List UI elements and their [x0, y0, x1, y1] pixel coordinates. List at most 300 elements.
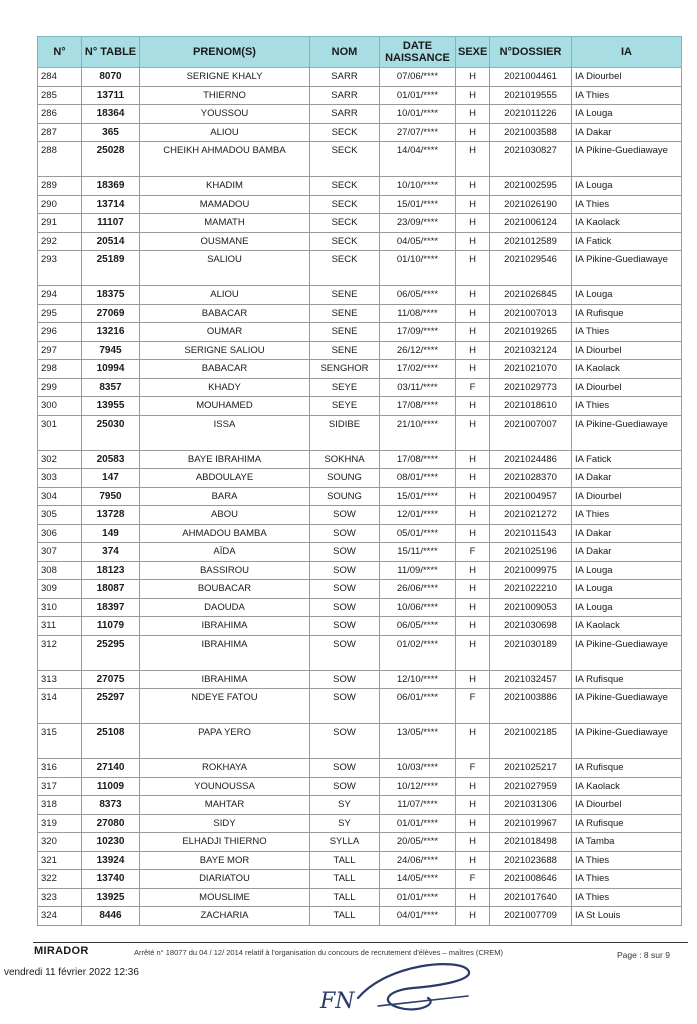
row-number: 316 [38, 759, 82, 778]
header-dossier: N°DOSSIER [490, 37, 572, 68]
row-sexe: H [456, 68, 490, 87]
table-row [38, 397, 682, 416]
row-number: 296 [38, 323, 82, 342]
signature-initials: FN [320, 989, 355, 1014]
row-dossier: 2021004957 [490, 487, 572, 506]
header-prenom: PRENOM(S) [140, 37, 310, 68]
row-number: 298 [38, 360, 82, 379]
row-prenom: SERIGNE KHALY [140, 68, 310, 87]
row-dossier: 2021031306 [490, 796, 572, 815]
row-ia: IA Louga [572, 580, 682, 599]
row-table-number: 7945 [82, 341, 140, 360]
row-table-number: 13924 [82, 851, 140, 870]
row-ia: IA Fatick [572, 232, 682, 251]
row-sexe: H [456, 251, 490, 286]
row-sexe: H [456, 598, 490, 617]
row-ia: IA Diourbel [572, 341, 682, 360]
row-birth-date: 12/10/**** [380, 670, 456, 689]
row-number: 305 [38, 506, 82, 525]
header-date-line2: NAISSANCE [385, 52, 450, 64]
table-row [38, 724, 682, 759]
row-table-number: 25295 [82, 635, 140, 670]
row-dossier: 2021025217 [490, 759, 572, 778]
row-ia: IA Dakar [572, 543, 682, 562]
row-prenom: IBRAHIMA [140, 670, 310, 689]
row-birth-date: 01/02/**** [380, 635, 456, 670]
row-table-number: 10230 [82, 833, 140, 852]
row-dossier: 2021029773 [490, 378, 572, 397]
row-table-number: 13955 [82, 397, 140, 416]
row-table-number: 13714 [82, 195, 140, 214]
row-dossier: 2021030827 [490, 142, 572, 177]
row-dossier: 2021007007 [490, 415, 572, 450]
row-prenom: PAPA YERO [140, 724, 310, 759]
row-table-number: 147 [82, 469, 140, 488]
row-birth-date: 10/03/**** [380, 759, 456, 778]
row-birth-date: 01/10/**** [380, 251, 456, 286]
signature-underline [378, 996, 468, 1006]
row-dossier: 2021026845 [490, 286, 572, 305]
row-sexe: H [456, 561, 490, 580]
row-table-number: 11009 [82, 777, 140, 796]
header-date-line1: DATE [402, 40, 433, 52]
row-dossier: 2021027959 [490, 777, 572, 796]
row-table-number: 27080 [82, 814, 140, 833]
row-birth-date: 17/08/**** [380, 397, 456, 416]
row-nom: SECK [310, 214, 380, 233]
row-prenom: BASSIROU [140, 561, 310, 580]
row-dossier: 2021011226 [490, 105, 572, 124]
table-row [38, 487, 682, 506]
row-birth-date: 14/04/**** [380, 142, 456, 177]
row-number: 312 [38, 635, 82, 670]
table-row [38, 195, 682, 214]
row-ia: IA Pikine-Guediawaye [572, 689, 682, 724]
row-birth-date: 21/10/**** [380, 415, 456, 450]
row-sexe: H [456, 814, 490, 833]
row-prenom: BOUBACAR [140, 580, 310, 599]
row-table-number: 149 [82, 524, 140, 543]
row-birth-date: 11/08/**** [380, 304, 456, 323]
row-dossier: 2021009975 [490, 561, 572, 580]
row-number: 323 [38, 888, 82, 907]
row-dossier: 2021030189 [490, 635, 572, 670]
row-ia: IA Dakar [572, 524, 682, 543]
table-row [38, 142, 682, 177]
row-number: 297 [38, 341, 82, 360]
row-dossier: 2021021070 [490, 360, 572, 379]
row-nom: SIDIBE [310, 415, 380, 450]
row-prenom: ROKHAYA [140, 759, 310, 778]
row-prenom: BABACAR [140, 360, 310, 379]
table-row [38, 580, 682, 599]
table-row [38, 123, 682, 142]
row-sexe: H [456, 724, 490, 759]
row-nom: SOW [310, 598, 380, 617]
table-body [38, 68, 682, 926]
table-row [38, 833, 682, 852]
row-ia: IA Pikine-Guediawaye [572, 142, 682, 177]
print-date: vendredi 11 février 2022 12:36 [4, 967, 139, 978]
row-sexe: F [456, 378, 490, 397]
row-sexe: H [456, 851, 490, 870]
row-sexe: F [456, 543, 490, 562]
table-row [38, 543, 682, 562]
row-prenom: IBRAHIMA [140, 617, 310, 636]
row-sexe: H [456, 323, 490, 342]
header-num: N° [38, 37, 82, 68]
row-table-number: 11079 [82, 617, 140, 636]
row-birth-date: 14/05/**** [380, 870, 456, 889]
row-nom: SOW [310, 689, 380, 724]
row-dossier: 2021011543 [490, 524, 572, 543]
table-row [38, 524, 682, 543]
row-prenom: MAHTAR [140, 796, 310, 815]
row-table-number: 18375 [82, 286, 140, 305]
row-table-number: 7950 [82, 487, 140, 506]
row-nom: SOW [310, 724, 380, 759]
row-nom: SOW [310, 670, 380, 689]
row-nom: SARR [310, 68, 380, 87]
row-number: 315 [38, 724, 82, 759]
row-nom: SEYE [310, 397, 380, 416]
row-birth-date: 06/01/**** [380, 689, 456, 724]
row-dossier: 2021022210 [490, 580, 572, 599]
table-row [38, 796, 682, 815]
row-nom: SEYE [310, 378, 380, 397]
row-birth-date: 07/06/**** [380, 68, 456, 87]
row-nom: SOW [310, 524, 380, 543]
row-birth-date: 06/05/**** [380, 617, 456, 636]
row-ia: IA Kaolack [572, 777, 682, 796]
row-number: 308 [38, 561, 82, 580]
row-ia: IA Louga [572, 177, 682, 196]
row-prenom: MOUSLIME [140, 888, 310, 907]
row-nom: SOKHNA [310, 450, 380, 469]
row-number: 288 [38, 142, 82, 177]
row-prenom: ALIOU [140, 123, 310, 142]
row-table-number: 8373 [82, 796, 140, 815]
table-row [38, 251, 682, 286]
row-ia: IA Thies [572, 888, 682, 907]
row-nom: SENGHOR [310, 360, 380, 379]
row-dossier: 2021019555 [490, 86, 572, 105]
row-birth-date: 23/09/**** [380, 214, 456, 233]
candidates-table [37, 36, 682, 926]
footer-decree: Arrêté n° 18077 du 04 / 12/ 2014 relatif à l'organisation du concours de recrutement d'élèves – maîtres (CREM) [134, 948, 503, 957]
row-ia: IA Kaolack [572, 360, 682, 379]
row-number: 319 [38, 814, 82, 833]
row-table-number: 27075 [82, 670, 140, 689]
row-number: 310 [38, 598, 82, 617]
row-sexe: H [456, 833, 490, 852]
row-sexe: F [456, 689, 490, 724]
row-birth-date: 05/01/**** [380, 524, 456, 543]
row-sexe: H [456, 450, 490, 469]
row-prenom: CHEIKH AHMADOU BAMBA [140, 142, 310, 177]
table-row [38, 689, 682, 724]
row-ia: IA Rufisque [572, 304, 682, 323]
row-ia: IA Dakar [572, 469, 682, 488]
row-ia: IA Kaolack [572, 214, 682, 233]
row-dossier: 2021003588 [490, 123, 572, 142]
table-row [38, 341, 682, 360]
row-ia: IA Rufisque [572, 814, 682, 833]
row-number: 303 [38, 469, 82, 488]
row-sexe: H [456, 232, 490, 251]
row-dossier: 2021002595 [490, 177, 572, 196]
row-table-number: 18397 [82, 598, 140, 617]
row-birth-date: 06/05/**** [380, 286, 456, 305]
row-birth-date: 10/06/**** [380, 598, 456, 617]
row-birth-date: 01/01/**** [380, 814, 456, 833]
row-nom: SENE [310, 304, 380, 323]
table-row [38, 378, 682, 397]
row-sexe: H [456, 214, 490, 233]
header-ia: IA [572, 37, 682, 68]
row-prenom: SALIOU [140, 251, 310, 286]
row-table-number: 365 [82, 123, 140, 142]
row-dossier: 2021028370 [490, 469, 572, 488]
row-nom: SOW [310, 635, 380, 670]
row-number: 286 [38, 105, 82, 124]
row-number: 287 [38, 123, 82, 142]
signature-icon [318, 958, 488, 1022]
row-dossier: 2021032124 [490, 341, 572, 360]
row-nom: SOW [310, 561, 380, 580]
row-table-number: 8446 [82, 907, 140, 926]
row-prenom: BAYE MOR [140, 851, 310, 870]
row-nom: SOW [310, 759, 380, 778]
row-number: 317 [38, 777, 82, 796]
row-number: 313 [38, 670, 82, 689]
row-sexe: H [456, 796, 490, 815]
row-nom: SOW [310, 543, 380, 562]
row-ia: IA Kaolack [572, 617, 682, 636]
row-table-number: 25297 [82, 689, 140, 724]
table-row [38, 598, 682, 617]
row-prenom: ISSA [140, 415, 310, 450]
page-number: Page : 8 sur 9 [617, 950, 670, 960]
row-sexe: H [456, 888, 490, 907]
row-ia: IA Fatick [572, 450, 682, 469]
row-number: 294 [38, 286, 82, 305]
row-prenom: DIARIATOU [140, 870, 310, 889]
row-table-number: 13740 [82, 870, 140, 889]
row-ia: IA Thies [572, 506, 682, 525]
row-nom: SECK [310, 232, 380, 251]
row-table-number: 25189 [82, 251, 140, 286]
row-dossier: 2021018498 [490, 833, 572, 852]
row-dossier: 2021017640 [490, 888, 572, 907]
row-prenom: THIERNO [140, 86, 310, 105]
table-row [38, 323, 682, 342]
row-number: 300 [38, 397, 82, 416]
row-ia: IA Pikine-Guediawaye [572, 724, 682, 759]
row-birth-date: 11/07/**** [380, 796, 456, 815]
row-dossier: 2021029546 [490, 251, 572, 286]
row-ia: IA Pikine-Guediawaye [572, 635, 682, 670]
row-nom: SECK [310, 251, 380, 286]
row-number: 293 [38, 251, 82, 286]
row-prenom: ELHADJI THIERNO [140, 833, 310, 852]
row-prenom: OUSMANE [140, 232, 310, 251]
row-sexe: H [456, 777, 490, 796]
row-ia: IA Thies [572, 86, 682, 105]
row-prenom: AHMADOU BAMBA [140, 524, 310, 543]
row-prenom: KHADY [140, 378, 310, 397]
row-prenom: YOUNOUSSA [140, 777, 310, 796]
row-table-number: 18369 [82, 177, 140, 196]
row-prenom: ABOU [140, 506, 310, 525]
row-prenom: OUMAR [140, 323, 310, 342]
row-dossier: 2021019967 [490, 814, 572, 833]
row-dossier: 2021009053 [490, 598, 572, 617]
row-nom: TALL [310, 870, 380, 889]
row-number: 292 [38, 232, 82, 251]
row-nom: SENE [310, 286, 380, 305]
row-ia: IA Thies [572, 870, 682, 889]
row-sexe: H [456, 524, 490, 543]
row-sexe: H [456, 142, 490, 177]
row-sexe: H [456, 469, 490, 488]
row-prenom: SIDY [140, 814, 310, 833]
row-number: 302 [38, 450, 82, 469]
row-table-number: 13216 [82, 323, 140, 342]
row-nom: SOW [310, 617, 380, 636]
row-prenom: DAOUDA [140, 598, 310, 617]
row-dossier: 2021004461 [490, 68, 572, 87]
row-nom: SY [310, 796, 380, 815]
row-table-number: 27069 [82, 304, 140, 323]
row-birth-date: 10/10/**** [380, 177, 456, 196]
row-ia: IA St Louis [572, 907, 682, 926]
row-number: 304 [38, 487, 82, 506]
row-birth-date: 15/11/**** [380, 543, 456, 562]
footer-brand: MIRADOR [34, 945, 89, 957]
row-table-number: 25030 [82, 415, 140, 450]
row-ia: IA Thies [572, 323, 682, 342]
row-sexe: H [456, 177, 490, 196]
row-nom: SOW [310, 777, 380, 796]
table-row [38, 635, 682, 670]
row-nom: SECK [310, 142, 380, 177]
row-birth-date: 04/01/**** [380, 907, 456, 926]
row-birth-date: 15/01/**** [380, 487, 456, 506]
row-dossier: 2021024486 [490, 450, 572, 469]
row-ia: IA Pikine-Guediawaye [572, 415, 682, 450]
row-table-number: 13711 [82, 86, 140, 105]
row-nom: SENE [310, 323, 380, 342]
row-prenom: YOUSSOU [140, 105, 310, 124]
row-table-number: 20514 [82, 232, 140, 251]
row-number: 321 [38, 851, 82, 870]
table-row [38, 286, 682, 305]
table-row [38, 759, 682, 778]
row-sexe: H [456, 506, 490, 525]
table-row [38, 670, 682, 689]
row-table-number: 13728 [82, 506, 140, 525]
row-nom: SENE [310, 341, 380, 360]
row-number: 284 [38, 68, 82, 87]
table-row [38, 360, 682, 379]
row-sexe: F [456, 870, 490, 889]
row-number: 301 [38, 415, 82, 450]
row-dossier: 2021032457 [490, 670, 572, 689]
row-number: 295 [38, 304, 82, 323]
row-ia: IA Louga [572, 561, 682, 580]
row-ia: IA Rufisque [572, 670, 682, 689]
row-table-number: 27140 [82, 759, 140, 778]
row-prenom: MAMATH [140, 214, 310, 233]
row-dossier: 2021023688 [490, 851, 572, 870]
row-dossier: 2021007013 [490, 304, 572, 323]
row-number: 289 [38, 177, 82, 196]
row-prenom: BAYE IBRAHIMA [140, 450, 310, 469]
row-nom: SECK [310, 195, 380, 214]
row-dossier: 2021026190 [490, 195, 572, 214]
row-table-number: 20583 [82, 450, 140, 469]
row-ia: IA Diourbel [572, 796, 682, 815]
row-prenom: KHADIM [140, 177, 310, 196]
row-sexe: H [456, 415, 490, 450]
row-birth-date: 26/12/**** [380, 341, 456, 360]
row-number: 314 [38, 689, 82, 724]
row-birth-date: 10/01/**** [380, 105, 456, 124]
row-sexe: H [456, 487, 490, 506]
row-birth-date: 10/12/**** [380, 777, 456, 796]
row-birth-date: 17/08/**** [380, 450, 456, 469]
row-ia: IA Thies [572, 397, 682, 416]
table-row [38, 450, 682, 469]
row-birth-date: 08/01/**** [380, 469, 456, 488]
row-ia: IA Tamba [572, 833, 682, 852]
header-date [380, 37, 456, 68]
row-prenom: BARA [140, 487, 310, 506]
row-dossier: 2021002185 [490, 724, 572, 759]
row-birth-date: 13/05/**** [380, 724, 456, 759]
table-row [38, 814, 682, 833]
row-number: 322 [38, 870, 82, 889]
row-table-number: 8070 [82, 68, 140, 87]
row-ia: IA Pikine-Guediawaye [572, 251, 682, 286]
row-nom: SECK [310, 177, 380, 196]
row-ia: IA Louga [572, 286, 682, 305]
row-sexe: H [456, 670, 490, 689]
row-number: 291 [38, 214, 82, 233]
row-prenom: NDEYE FATOU [140, 689, 310, 724]
row-table-number: 18364 [82, 105, 140, 124]
row-ia: IA Dakar [572, 123, 682, 142]
row-table-number: 10994 [82, 360, 140, 379]
row-birth-date: 17/02/**** [380, 360, 456, 379]
row-sexe: H [456, 580, 490, 599]
row-table-number: 13925 [82, 888, 140, 907]
row-dossier: 2021021272 [490, 506, 572, 525]
row-dossier: 2021006124 [490, 214, 572, 233]
row-sexe: H [456, 341, 490, 360]
row-sexe: H [456, 617, 490, 636]
row-number: 299 [38, 378, 82, 397]
row-sexe: H [456, 907, 490, 926]
row-prenom: SERIGNE SALIOU [140, 341, 310, 360]
row-birth-date: 11/09/**** [380, 561, 456, 580]
row-prenom: ABDOULAYE [140, 469, 310, 488]
row-prenom: BABACAR [140, 304, 310, 323]
row-nom: SOUNG [310, 487, 380, 506]
row-nom: TALL [310, 851, 380, 870]
row-ia: IA Thies [572, 195, 682, 214]
